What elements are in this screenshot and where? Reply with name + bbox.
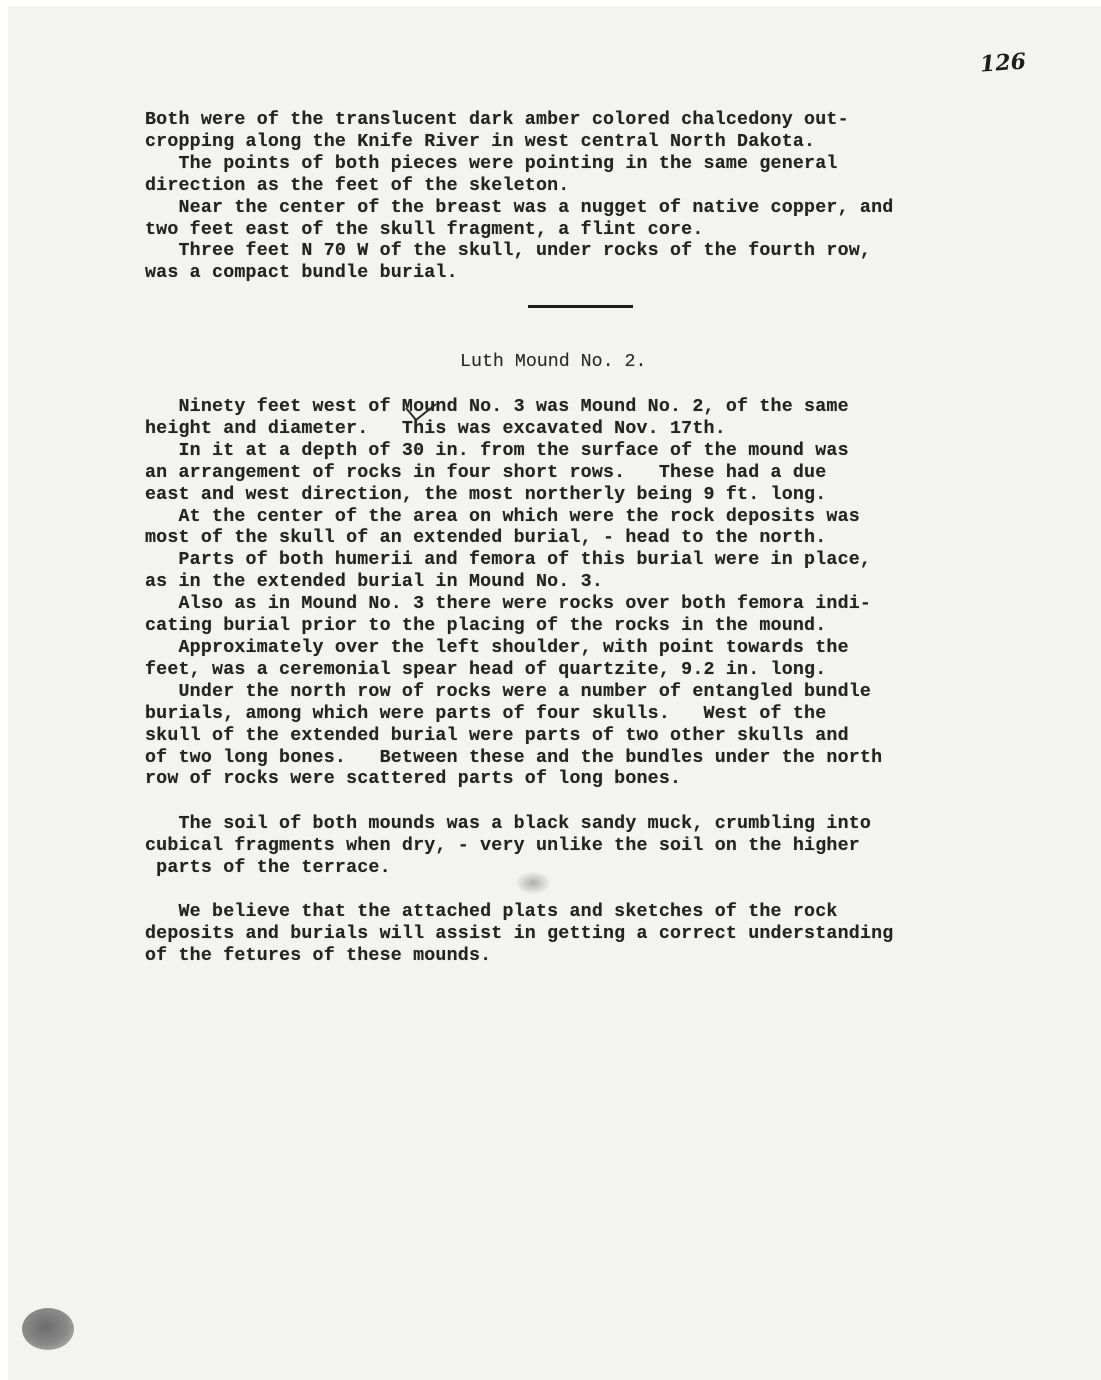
ink-smudge bbox=[516, 872, 550, 894]
text-line: two feet east of the skull fragment, a flint core. bbox=[145, 219, 704, 240]
text-line: Three feet N 70 W of the skull, under rocks of the fourth row, bbox=[145, 241, 872, 262]
text-line: most of the skull of an extended burial, - head to the north. bbox=[145, 528, 827, 549]
text-line: row of rocks were scattered parts of long bones. bbox=[145, 769, 682, 790]
handwritten-check-mark bbox=[404, 402, 438, 424]
text-line: In it at a depth of 30 in. from the surface of the mound was bbox=[145, 440, 849, 461]
section-divider bbox=[528, 305, 633, 308]
text-line: of the fetures of these mounds. bbox=[145, 945, 492, 966]
mound-description bbox=[145, 397, 1045, 791]
text-line: Both were of the translucent dark amber colored chalcedony out- bbox=[145, 110, 849, 130]
text-line: cating burial prior to the placing of the rocks in the mound. bbox=[145, 616, 827, 637]
text-line: east and west direction, the most northerly being 9 ft. long. bbox=[145, 484, 827, 505]
punch-hole-shadow bbox=[22, 1308, 74, 1350]
text-line: of two long bones. Between these and the bundles under the north bbox=[145, 747, 883, 768]
text-line: cropping along the Knife River in west central North Dakota. bbox=[145, 131, 816, 152]
text-line: Also as in Mound No. 3 there were rocks over both femora indi- bbox=[145, 594, 872, 615]
text-line: feet, was a ceremonial spear head of quartzite, 9.2 in. long. bbox=[145, 659, 827, 680]
text-line: as in the extended burial in Mound No. 3. bbox=[145, 572, 603, 593]
text-line: height and diameter. This was excavated Nov. 17th. bbox=[145, 418, 726, 439]
page-number: 126 bbox=[979, 48, 1027, 78]
text-line: Under the north row of rocks were a number of entangled bundle bbox=[145, 681, 872, 702]
text-line: skull of the extended burial were parts of two other skulls and bbox=[145, 725, 849, 746]
text-line: The points of both pieces were pointing in the same general bbox=[145, 153, 838, 174]
text-line: parts of the terrace. bbox=[145, 857, 391, 878]
intro-paragraphs bbox=[145, 110, 1045, 285]
text-line: Ninety feet west of Mound No. 3 was Mound No. 2, of the same bbox=[145, 397, 849, 417]
text-line: Near the center of the breast was a nugget of native copper, and bbox=[145, 197, 894, 218]
text-line: At the center of the area on which were the rock deposits was bbox=[145, 506, 860, 527]
soil-paragraph bbox=[145, 814, 1045, 880]
text-line: Parts of both humerii and femora of this burial were in place, bbox=[145, 550, 872, 571]
text-line: cubical fragments when dry, - very unlike the soil on the higher bbox=[145, 835, 860, 856]
text-line: direction as the feet of the skeleton. bbox=[145, 175, 570, 196]
section-heading: Luth Mound No. 2. bbox=[460, 352, 647, 372]
text-line: We believe that the attached plats and sketches of the rock bbox=[145, 902, 838, 922]
text-line: an arrangement of rocks in four short rows. These had a due bbox=[145, 462, 827, 483]
closing-paragraph bbox=[145, 902, 1045, 968]
text-line: Approximately over the left shoulder, with point towards the bbox=[145, 637, 849, 658]
text-line: was a compact bundle burial. bbox=[145, 263, 458, 284]
text-line: burials, among which were parts of four skulls. West of the bbox=[145, 703, 827, 724]
text-line: The soil of both mounds was a black sandy muck, crumbling into bbox=[145, 814, 872, 834]
text-line: deposits and burials will assist in getting a correct understanding bbox=[145, 923, 894, 944]
